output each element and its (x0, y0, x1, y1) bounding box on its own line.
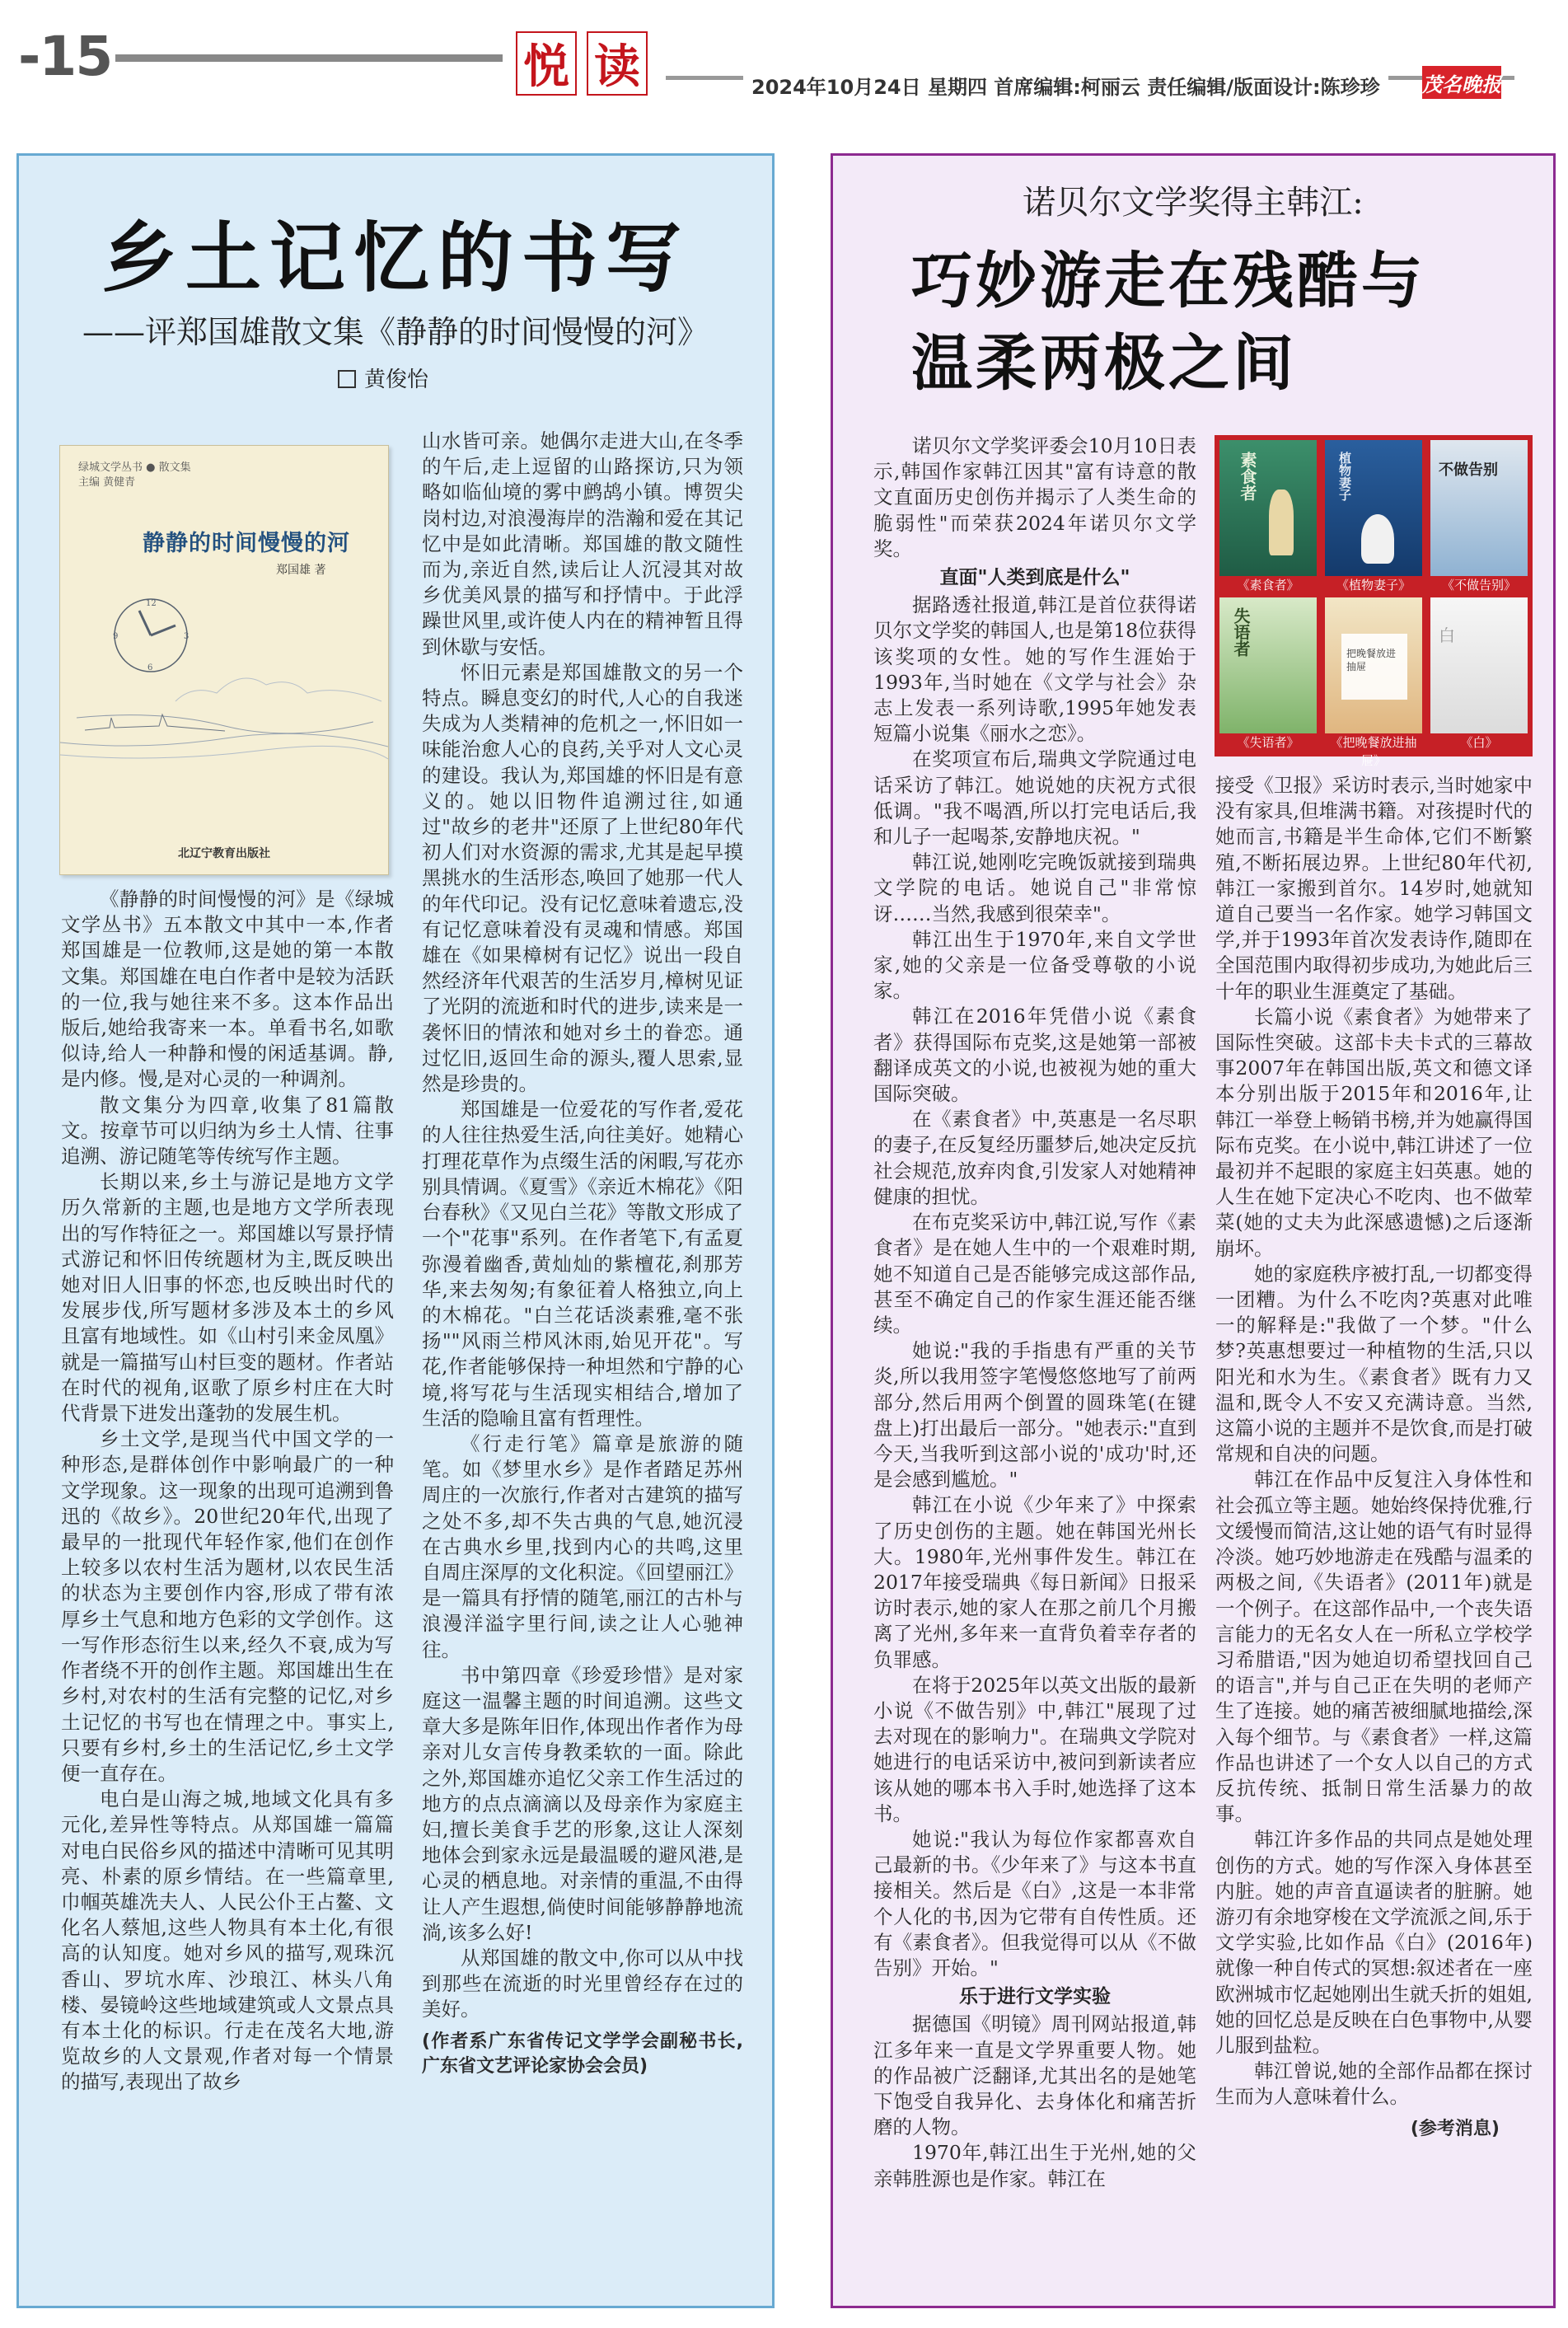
cover-thumb-greek-lessons: 失语者 (1219, 597, 1317, 733)
byline-square-icon (338, 370, 356, 388)
svg-text:6: 6 (147, 663, 153, 672)
author-note: (作者系广东省传记文学学会副秘书长,广东省文艺评论家协会会员) (422, 2031, 743, 2077)
source-note: (参考消息) (1410, 2118, 1500, 2139)
right-article-column-1 (873, 433, 1196, 2192)
right-article-column-2 (1215, 773, 1533, 2142)
paragraph: 诺贝尔文学奖评委会10月10日表示,韩国作家韩江因其"富有诗意的散文直面历史创伤并揭示了人类生命的脆弱性"而荣获2024年诺贝尔文学奖。 (873, 434, 1196, 560)
paragraph: 她说:"我的手指患有严重的关节炎,所以我用签字笔慢悠悠地写了前两部分,然后用两个倒置的圆珠笔(在键盘上)打出最后一部分。"她表示:"直到今天,当我听到这部小说的'成功'时,还是会感到尴尬。" (873, 1339, 1196, 1492)
book-cover-clock-illustration (60, 586, 388, 833)
paragraph: 据德国《明镜》周刊网站报道,韩江多年来一直是文学界重要人物。她的作品被广泛翻译,尤其出名的是她笔下饱受自我异化、去身体化和痛苦折磨的人物。 (873, 2012, 1196, 2139)
cover-thumb-vegetarian: 素食者 (1219, 440, 1317, 576)
newspaper-logo: 茂名晚报 (1422, 66, 1501, 99)
cover-thumb-white-book: 白 (1430, 597, 1528, 733)
right-article-kicker: 诺贝尔文学奖得主韩江: (1023, 184, 1364, 222)
paragraph: 接受《卫报》采访时表示,当时她家中没有家具,但堆满书籍。对孩提时代的她而言,书籍是半生命体,它们不断繁殖,不断拓展边界。上世纪80年代初,韩江一家搬到首尔。14岁时,她就知道自己要当一名作家。她学习韩国文学,并于1993年首次发表诗作,随即在全国范围内取得初步成功,为她此后三十年的职业生涯奠定了基础。 (1215, 774, 1533, 1003)
cover-caption: 《素食者》 (1237, 578, 1299, 593)
paragraph: 山水皆可亲。她偶尔走进大山,在冬季的午后,走上逗留的山路探访,只为领略如临仙境的雾中鹧鸪小镇。博贺尖岗村边,对浪漫海岸的浩瀚和爱在其记忆中是如此清晰。郑国雄的散文随性而为,亲近自然,读后让人沉浸其对故乡优美风景的描写和抒情中。于此浮躁世风里,或许使人内在的精神暂且得到休歇与安恬。 (422, 429, 743, 658)
paragraph: 从郑国雄的散文中,你可以从中找到那些在流逝的时光里曾经存在过的美好。 (422, 1946, 743, 2021)
right-article-title-line-2: 温柔两极之间 (911, 328, 1297, 399)
paragraph: 韩江在作品中反复注入身体性和社会孤立等主题。她始终保持优雅,行文缓慢而简洁,这让她的语气有时显得冷淡。她巧妙地游走在残酷与温柔的两极之间,《失语者》(2011年)就是一个例子。在这部作品中,一个丧失语言能力的无名女人在一所私立学校学习希腊语,"因为她迫切希望找回自己的语言",并与自己正在失明的老师产生了连接。她的痛苦被细腻地描绘,深入每个细节。与《素食者》一样,这篇作品也讲述了一个女人以自己的方式反抗传统、抵制日常生活暴力的故事。 (1215, 1468, 1533, 1826)
paragraph: 电白是山海之城,地域文化具有多元化,差异性等特点。从郑国雄一篇篇对电白民俗乡风的描述中清晰可见其明亮、朴素的原乡情结。在一些篇章里,巾帼英雄冼夫人、人民公仆王占鳌、文化名人蔡旭,这些人物具有本土化,有很高的认知度。她对乡风的描写,观珠沉香山、罗坑水库、沙琅江、林头八角楼、晏镜岭这些地域建筑或人文景点具有本土化的标识。行走在茂名大地,游览故乡的人文景观,作者对每一个情景的描写,表现出了故乡 (61, 1787, 394, 2094)
svg-text:9: 9 (113, 632, 119, 641)
paragraph: 《行走行笔》篇章是旅游的随笔。如《梦里水乡》是作者踏足苏州周庄的一次旅行,作者对古建筑的描写之处不多,却不失古典的气息,她沉浸在古典水乡里,找到内心的共鸣,这里自周庄深厚的文化积淀。《回望丽江》是一篇具有抒情的随笔,丽江的古朴与浪漫洋溢字里行间,读之让人心驰神往。 (422, 1431, 743, 1661)
paragraph: 在奖项宣布后,瑞典文学院通过电话采访了韩江。她说她的庆祝方式很低调。"我不喝酒,所以打完电话后,我和儿子一起喝茶,安静地庆祝。" (873, 747, 1196, 849)
svg-text:12: 12 (146, 599, 157, 608)
header-rule-left (115, 54, 503, 62)
paragraph: 韩江说,她刚吃完晚饭就接到瑞典文学院的电话。她说自己"非常惊讶……当然,我感到很荣幸"。 (873, 850, 1196, 925)
cover-caption: 《不做告别》 (1441, 578, 1516, 593)
book-cover-publisher: 北辽宁教育出版社 (178, 847, 270, 860)
column-name-char-2: 读 (587, 31, 648, 96)
paragraph: 韩江在2016年凭借小说《素食者》获得国际布克奖,这是她第一部被翻译成英文的小说,也被视为她的重大国际突破。 (873, 1005, 1196, 1106)
header-info: 2024年10月24日 星期四 首席编辑:柯丽云 责任编辑/版面设计:陈珍珍 (743, 71, 1388, 100)
right-article-title-line-1: 巧妙游走在残酷与 (911, 246, 1425, 316)
left-article-byline (338, 363, 428, 393)
book-cover-image (59, 445, 389, 875)
cover-thumb-plant-wife: 植物妻子 (1325, 440, 1422, 576)
page-number: -15 (18, 25, 112, 88)
cover-thumb-no-farewell: 不做告别 (1430, 440, 1528, 576)
paragraph: 韩江许多作品的共同点是她处理创伤的方式。她的写作深入身体甚至内脏。她的声音直逼读者的脏腑。她游刃有余地穿梭在文学流派之间,乐于文学实验,比如作品《白》(2016年)就像一种自传式的冥想:叙述者在一座欧洲城市忆起她刚出生就夭折的姐姐,她的回忆总是反映在白色事物中,从婴儿服到盐粒。 (1215, 1828, 1533, 2057)
book-cover-series: 绿城文学丛书 ● 散文集 主编 黄健青 (78, 461, 191, 489)
cover-thumb-dinner-drawer: 把晚餐放进抽屉 (1325, 597, 1422, 733)
paragraph: 1970年,韩江出生于光州,她的父亲韩胜源也是作家。韩江在 (873, 2141, 1196, 2190)
paragraph: 她的家庭秩序被打乱,一切都变得一团糟。为什么不吃肉?英惠对此唯一的解释是:"我做了一个梦。"什么梦?英惠想要过一种植物的生活,只以阳光和水为生。《素食者》既有力又温和,既令人不安又充满诗意。当然,这篇小说的主题并不是饮食,而是打破常规和自决的问题。 (1215, 1262, 1533, 1466)
paragraph: 韩江出生于1970年,来自文学世家,她的父亲是一位备受尊敬的小说家。 (873, 927, 1196, 1003)
svg-text:3: 3 (184, 632, 190, 641)
paragraph: 长期以来,乡土与游记是地方文学历久常新的主题,也是地方文学所表现出的写作特征之一。郑国雄以写景抒情式游记和怀旧传统题材为主,既反映出她对旧人旧事的怀恋,也反映出时代的发展步伐,所写题材多涉及本土的乡风且富有地域性。如《山村引来金凤凰》就是一篇描写山村巨变的题材。作者站在时代的视角,讴歌了原乡村庄在大时代背景下进发出蓬勃的发展生机。 (61, 1170, 394, 1426)
cover-caption: 《失语者》 (1237, 735, 1299, 750)
paragraph: 在布克奖采访中,韩江说,写作《素食者》是在她人生中的一个艰难时期,她不知道自己是否能够完成这部作品,甚至不确定自己的作家生涯还能否继续。 (873, 1211, 1196, 1337)
paragraph: 郑国雄是一位爱花的写作者,爱花的人往往热爱生活,向往美好。她精心打理花草作为点缀生活的闲暇,写花亦别具情调。《夏雪》《亲近木棉花》《阳台春秋》《又见白兰花》等散文形成了一个"花事"系列。在作者笔下,有孟夏弥漫着幽香,黄灿灿的紫檀花,刹那芳华,来去匆匆;有象征着人格独立,向上的木棉花。"白兰花话淡素雅,毫不张扬""风雨兰栉风沐雨,始见开花"。写花,作者能够保持一种坦然和宁静的心境,将写花与生活现实相结合,增加了生活的隐喻且富有哲理性。 (422, 1098, 743, 1430)
cover-caption: 《白》 (1460, 735, 1498, 750)
paragraph: 书中第四章《珍爱珍惜》是对家庭这一温馨主题的时间追溯。这些文章大多是陈年旧作,体现出作者作为母亲对儿女言传身教柔软的一面。除此之外,郑国雄亦追忆父亲工作生活过的地方的点点滴滴以及母亲作为家庭主妇,擅长美食手艺的形象,这让人深刻地体会到家永远是最温暖的避风港,是心灵的栖息地。对亲情的重温,不由得让人产生遐想,倘使时间能够静静地流淌,该多么好! (422, 1663, 743, 1944)
paragraph: 怀旧元素是郑国雄散文的另一个特点。瞬息变幻的时代,人心的自我迷失成为人类精神的危机之一,怀旧如一味能治愈人心的良药,关乎对人文心灵的建设。我认为,郑国雄的怀旧是有意义的。她以旧物件追溯过往,如通过"故乡的老井"还原了上世纪80年代初人们对水资源的需求,尤其是起早摸黑挑水的生活形态,唤回了她那一代人的年代印记。没有记忆意味着遗忘,没有记忆意味着没有灵魂和情感。郑国雄在《如果樟树有记忆》说出一段自然经济年代艰苦的生活岁月,樟树见证了光阴的流逝和时代的进步,读来是一袭怀旧的情浓和她对乡土的眷恋。通过忆旧,返回生命的源头,覆人思索,显然是珍贵的。 (422, 660, 743, 1096)
left-article-title: 乡土记忆的书写 (101, 213, 690, 302)
byline-author: 黄俊怡 (364, 368, 429, 392)
left-article-subtitle: ——评郑国雄散文集《静静的时间慢慢的河》 (82, 314, 709, 350)
paragraph: 散文集分为四章,收集了81篇散文。按章节可以归纳为乡土人情、往事追溯、游记随笔等传统写作主题。 (61, 1093, 394, 1169)
paragraph: 乡土文学,是现当代中国文学的一种形态,是群体创作中影响最广的一种文学现象。这一现象的出现可追溯到鲁迅的《故乡》。20世纪20年代,出现了最早的一批现代年轻作家,他们在创作上较多以农村生活为题材,以农民生活的状态为主要创作内容,形成了带有浓厚乡土气息和地方色彩的文学创作。这一写作形态衍生以来,经久不衰,成为写作者绕不开的创作主题。郑国雄出生在乡村,对农村的生活有完整的记忆,对乡土记忆的书写也在情理之中。事实上,只要有乡村,乡土的生活记忆,乡土文学便一直存在。 (61, 1427, 394, 1785)
left-article-column-1 (61, 887, 394, 2096)
left-article-column-2 (422, 429, 743, 2079)
section-heading: 乐于进行文学实验 (959, 1986, 1111, 2008)
paragraph: 她说:"我认为每位作家都喜欢自己最新的书。《少年来了》与这本书直接相关。然后是《白》,这是一本非常个人化的书,因为它带有自传性质。还有《素食者》。但我觉得可以从《不做告别》开始。" (873, 1827, 1196, 1979)
paragraph: 在《素食者》中,英惠是一名尽职的妻子,在反复经历噩梦后,她决定反抗社会规范,放弃肉食,引发家人对她精神健康的担忧。 (873, 1108, 1196, 1208)
section-heading: 直面"人类到底是什么" (939, 567, 1130, 589)
cover-caption: 《植物妻子》 (1336, 578, 1411, 593)
paragraph: 长篇小说《素食者》为她带来了国际性突破。这部卡夫卡式的三幕故事2007年在韩国出版,英文和德文译本分别出版于2015年和2016年,让韩江一举登上畅销书榜,并为她赢得国际布克奖。在小说中,韩江讲述了一位最初并不起眼的家庭主妇英惠。她的人生在她下定决心不吃肉、也不做荤菜(她的丈夫为此深感遗憾)之后逐渐崩坏。 (1215, 1005, 1533, 1260)
paragraph: 韩江曾说,她的全部作品都在探讨生而为人意味着什么。 (1215, 2059, 1533, 2109)
column-name-char-1: 悦 (516, 31, 577, 96)
paragraph: 在将于2025年以英文出版的最新小说《不做告别》中,韩江"展现了过去对现在的影响力"。在瑞典文学院对她进行的电话采访中,被问到新读者应该从她的哪本书入手时,她选择了这本书。 (873, 1673, 1196, 1825)
book-covers-photo (1215, 435, 1533, 768)
paragraph: 据路透社报道,韩江是首位获得诺贝尔文学奖的韩国人,也是第18位获得该奖项的女性。她的写作生涯始于1993年,当时她在《文学与社会》杂志上发表一系列诗歌,1995年她发表短篇小说集《丽水之恋》。 (873, 593, 1196, 746)
cover-caption: 《把晚餐放进抽屉》 (1330, 735, 1417, 768)
book-cover-title: 静静的时间慢慢的河 (143, 531, 350, 556)
book-cover-author: 郑国雄 著 (276, 564, 326, 577)
paragraph: 韩江在小说《少年来了》中探索了历史创伤的主题。她在韩国光州长大。1980年,光州事件发生。韩江在2017年接受瑞典《每日新闻》日报采访时表示,她的家人在那之前几个月搬离了光州,多年来一直背负着幸存者的负罪感。 (873, 1493, 1196, 1671)
paragraph: 《静静的时间慢慢的河》是《绿城文学丛书》五本散文中其中一本,作者郑国雄是一位教师,这是她的第一本散文集。郑国雄在电白作者中是较为活跃的一位,我与她往来不多。这本作品出版后,她给我寄来一本。单看书名,如歌似诗,给人一种静和慢的闲适基调。静,是内修。慢,是对心灵的一种调剂。 (61, 888, 394, 1091)
